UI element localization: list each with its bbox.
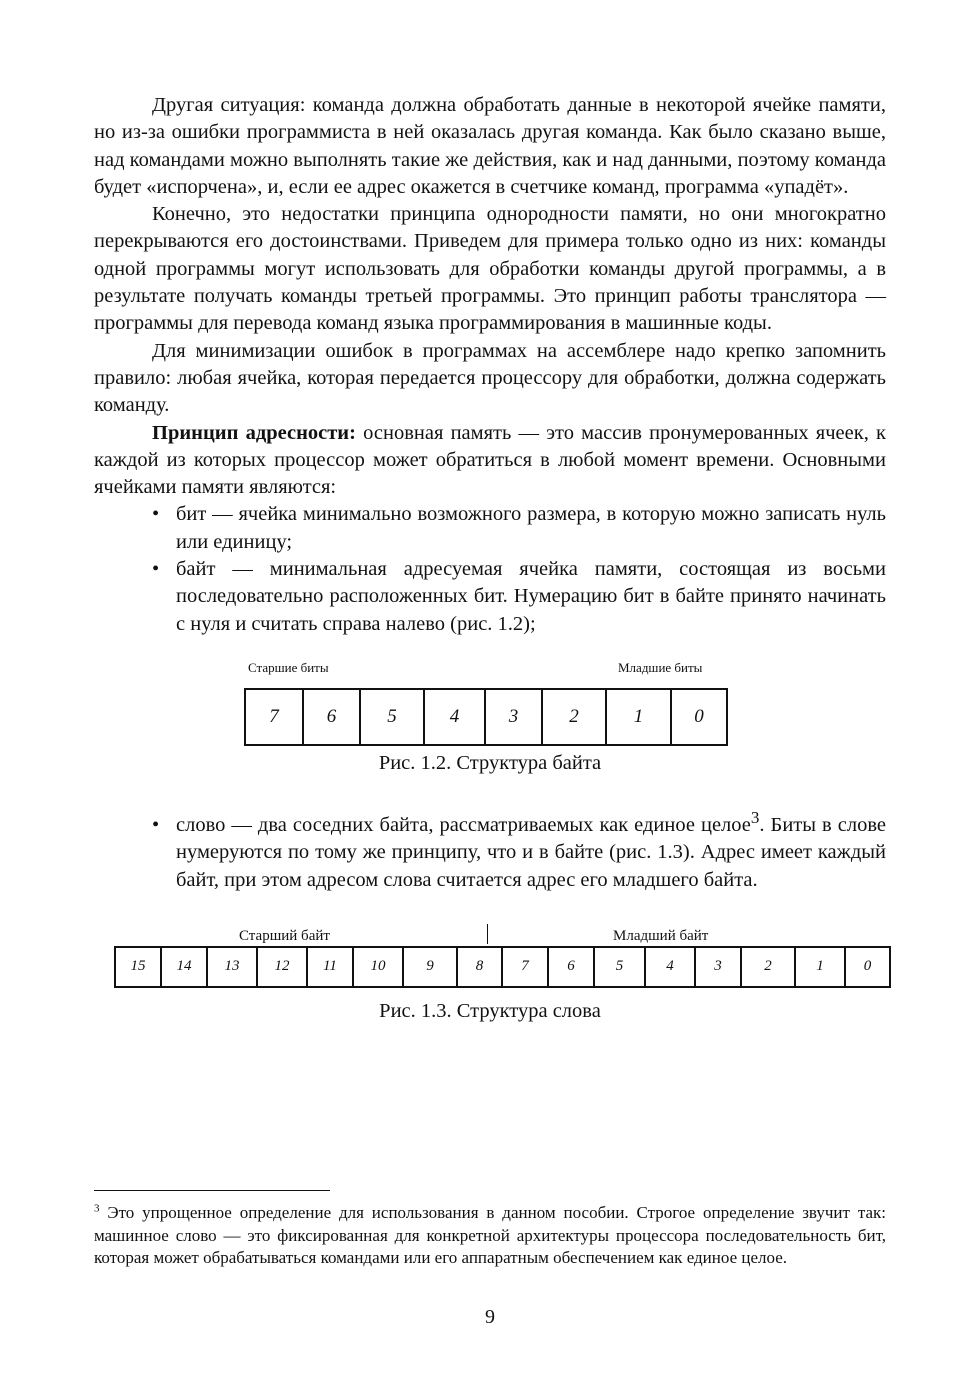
byte-bit-cell: 4 [423,690,484,744]
word-bit-cell: 0 [844,948,889,986]
list-item-bit: • бит — ячейка минимально возможного размера, в которую можно записать нуль или единицу; [176,501,886,556]
paragraph-1: Другая ситуация: команда должна обработать данные в некоторой ячейке памяти, но из-за ошибки программиста в ней оказалась другая команда. Как было сказано выше, над командами можно выполнять такие же действия, как и над данными, поэтому команда будет «испорчена», и, если ее адрес окажется в счетчике команд, программа «упадёт». [94,94,886,198]
byte-bit-cell: 0 [670,690,726,744]
byte-bit-cell: 3 [484,690,541,744]
word-bit-cell: 3 [694,948,740,986]
footnote-reference: 3 [750,808,760,828]
paragraph-3: Для минимизации ошибок в программах на ассемблере надо крепко запомнить правило: любая ячейка, которая передается процессору для обработки, должна содержать команду. [94,339,886,417]
word-definition-end: . Биты в слове нумеруются по тому же принципу, что и в байте (рис. 1.3). Адрес имеет каждый байт, при этом адресом слова считается адрес его младшего байта. [176,813,886,891]
word-bit-cell: 9 [402,948,456,986]
footnote [94,1202,886,1270]
word-bit-cell: 14 [160,948,206,986]
paragraph-4 [94,420,886,502]
principle-definition: основная память — это массив пронумерованных ячеек, к каждой из которых процессор может обратиться в любой момент времени. Основными ячейками памяти являются: [94,421,886,499]
memory-cells-list-continued [94,808,886,894]
word-bit-cell: 15 [130,958,146,975]
list-item-byte: • байт — минимальная адресуемая ячейка памяти, состоящая из восьми последовательно расположенных бит. Нумерацию бит в байте принято начинать с нуля и считать справа налево (рис. 1.2); [176,556,886,638]
word-bit-cell: 10 [352,948,402,986]
word-bit-cell: 5 [593,948,644,986]
word-bit-cell: 4 [644,948,694,986]
word-bit-cell: 7 [501,948,547,986]
word-bit-row [114,946,891,988]
byte-bit-cell: 1 [605,690,670,744]
paragraph-2: Конечно, это недостатки принципа однородности памяти, но они многократно перекрываются его достоинствами. Приведем для примера только одно из них: команды одной программы могут использовать для обработки команды другой программы, а в результате получать команды третьей программы. Это принцип работы транслятора — программы для перевода команд языка программирования в машинные коды. [94,203,886,335]
word-bit-cell: 8 [456,948,501,986]
word-low-byte-label: Младший байт [613,927,709,944]
page-number: 9 [485,1306,495,1328]
word-bit-cell: 1 [794,948,844,986]
figure-byte-caption: Рис. 1.2. Структура байта [378,751,602,774]
footnote-text: Это упрощенное определение для использования в данном пособии. Строгое определение звучит так: машинное слово — это фиксированная для конкретной архитектуры процессора последовательность бит, которая может обрабатываться командами или его аппаратным обеспечением как единое целое. [94,1203,886,1267]
byte-bit-row [244,688,728,746]
word-high-byte-label: Старший байт [239,927,330,944]
principle-term: Принцип адресности: [152,421,356,444]
figure-byte-structure [94,656,886,802]
figure-word-structure [94,914,886,1046]
word-bit-cell: 6 [547,948,593,986]
list-item-word [176,808,886,894]
word-definition-start: слово — два соседних байта, рассматриваемых как единое целое [176,813,751,836]
footnote-separator [94,1190,330,1191]
figure-word-caption: Рис. 1.3. Структура слова [379,999,601,1022]
word-bit-cell: 12 [256,948,306,986]
memory-cells-list [94,501,886,637]
byte-bit-cell: 6 [302,690,359,744]
page-body [94,92,886,1046]
byte-bit-cell: 2 [541,690,605,744]
byte-bit-cell: 7 [269,705,279,727]
footnote-mark: 3 [94,1202,100,1215]
byte-high-bits-label: Старшие биты [248,659,329,675]
word-bit-cell: 2 [740,948,794,986]
byte-bit-cell: 5 [359,690,423,744]
byte-divider-line [487,924,488,944]
word-bit-cell: 11 [306,948,352,986]
byte-low-bits-label: Младшие биты [618,659,703,675]
word-bit-cell: 13 [206,948,256,986]
